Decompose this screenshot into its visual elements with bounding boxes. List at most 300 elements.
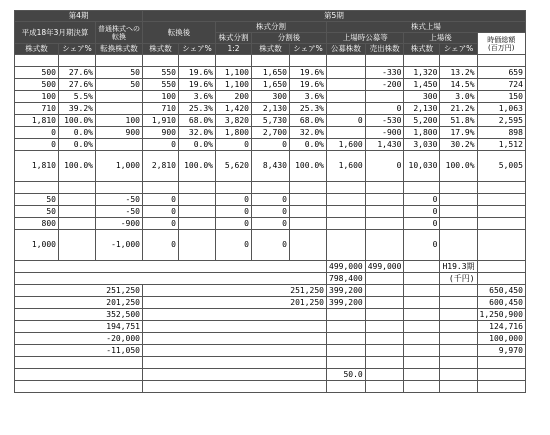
cell[interactable]: 5,005: [477, 151, 525, 182]
cell[interactable]: -900: [96, 218, 143, 230]
cell[interactable]: [15, 369, 143, 381]
cell[interactable]: [252, 182, 290, 194]
cell[interactable]: 1,000: [15, 230, 59, 261]
cell[interactable]: [96, 139, 143, 151]
cell[interactable]: [404, 182, 440, 194]
cell[interactable]: 51.8%: [440, 115, 477, 127]
cell[interactable]: 0: [252, 206, 290, 218]
cell[interactable]: 659: [477, 67, 525, 79]
cell[interactable]: 2,700: [252, 127, 290, 139]
cell[interactable]: [477, 357, 525, 369]
cell[interactable]: [365, 309, 404, 321]
cell[interactable]: 5,200: [404, 115, 440, 127]
cell[interactable]: [365, 218, 404, 230]
cell[interactable]: [365, 333, 404, 345]
cell[interactable]: [365, 194, 404, 206]
cell[interactable]: [143, 369, 327, 381]
cell[interactable]: [252, 55, 290, 67]
cell[interactable]: 0.0%: [290, 139, 327, 151]
cell[interactable]: 3.6%: [290, 91, 327, 103]
header-row: [15, 11, 526, 22]
cell[interactable]: [327, 67, 366, 79]
cell[interactable]: [143, 357, 327, 369]
cell[interactable]: 0.0%: [59, 127, 96, 139]
cell[interactable]: 1,100: [216, 79, 252, 91]
cell[interactable]: 399,200: [327, 297, 366, 309]
cell[interactable]: 100.0%: [440, 151, 477, 182]
cell[interactable]: [404, 321, 440, 333]
column-header[interactable]: 株式数: [404, 44, 440, 55]
cell[interactable]: [440, 357, 477, 369]
column-header[interactable]: 転換株式数: [96, 44, 143, 55]
column-header[interactable]: 株式数: [143, 44, 179, 55]
cell[interactable]: 1,810: [15, 115, 59, 127]
cell[interactable]: [59, 206, 96, 218]
header-row: [15, 44, 526, 55]
cell[interactable]: 27.6%: [59, 67, 96, 79]
cell[interactable]: [143, 321, 327, 333]
cell[interactable]: [440, 309, 477, 321]
cell[interactable]: [216, 182, 252, 194]
cell[interactable]: 25.3%: [179, 103, 216, 115]
after-conversion-header[interactable]: 転換後: [143, 22, 216, 44]
cell[interactable]: 1,800: [404, 127, 440, 139]
cell[interactable]: [440, 182, 477, 194]
cell[interactable]: 21.2%: [440, 103, 477, 115]
cell[interactable]: [143, 345, 327, 357]
cell[interactable]: [290, 182, 327, 194]
cell[interactable]: [404, 369, 440, 381]
cell[interactable]: 50: [96, 79, 143, 91]
cell[interactable]: [477, 230, 525, 261]
cell[interactable]: 1,650: [252, 67, 290, 79]
cell[interactable]: 2,595: [477, 115, 525, 127]
period4-header[interactable]: 第4期: [15, 11, 143, 22]
cell[interactable]: [440, 381, 477, 393]
cell[interactable]: 0: [143, 194, 179, 206]
cell[interactable]: -20,000: [15, 333, 143, 345]
cell[interactable]: 724: [477, 79, 525, 91]
cell[interactable]: 30.2%: [440, 139, 477, 151]
table-row: [15, 103, 526, 115]
cell[interactable]: -50: [96, 194, 143, 206]
cell[interactable]: [15, 357, 143, 369]
cell[interactable]: 27.6%: [59, 79, 96, 91]
cell[interactable]: [59, 182, 96, 194]
cell[interactable]: -1,000: [96, 230, 143, 261]
cell[interactable]: [216, 55, 252, 67]
cell[interactable]: [327, 321, 366, 333]
cell[interactable]: 5,620: [216, 151, 252, 182]
column-header[interactable]: シェア%: [290, 44, 327, 55]
table-row: [15, 67, 526, 79]
cell[interactable]: [477, 194, 525, 206]
cell[interactable]: 68.0%: [179, 115, 216, 127]
cell[interactable]: 0: [365, 151, 404, 182]
table-row: [15, 79, 526, 91]
cell[interactable]: [179, 230, 216, 261]
cell[interactable]: 1,650: [252, 79, 290, 91]
cell[interactable]: [365, 381, 404, 393]
cell[interactable]: [59, 55, 96, 67]
cell[interactable]: 251,250: [15, 285, 143, 297]
cell[interactable]: [179, 55, 216, 67]
cell[interactable]: 0: [252, 194, 290, 206]
cell[interactable]: 2,130: [404, 103, 440, 115]
column-header[interactable]: 公募株数: [327, 44, 366, 55]
table-row: [15, 127, 526, 139]
cell[interactable]: 100,000: [477, 333, 525, 345]
cell[interactable]: [365, 369, 404, 381]
cell[interactable]: [179, 182, 216, 194]
cell[interactable]: 19.6%: [290, 67, 327, 79]
cell[interactable]: 900: [96, 127, 143, 139]
cell[interactable]: 100.0%: [59, 115, 96, 127]
cell[interactable]: 550: [143, 79, 179, 91]
cell[interactable]: 0.0%: [59, 139, 96, 151]
cell[interactable]: [365, 297, 404, 309]
cell[interactable]: 100.0%: [179, 151, 216, 182]
cell[interactable]: [179, 206, 216, 218]
table-row: [15, 369, 526, 381]
cell[interactable]: [440, 55, 477, 67]
cell[interactable]: [365, 285, 404, 297]
cell[interactable]: 550: [143, 67, 179, 79]
cell[interactable]: 0: [404, 218, 440, 230]
column-header[interactable]: 売出株数: [365, 44, 404, 55]
table-row: [15, 297, 526, 309]
cell[interactable]: 0: [216, 139, 252, 151]
conversion-header[interactable]: 普通株式への 転換: [96, 22, 143, 44]
cell[interactable]: [404, 357, 440, 369]
cell[interactable]: [477, 218, 525, 230]
cell[interactable]: 1,450: [404, 79, 440, 91]
cell[interactable]: [143, 182, 179, 194]
cell[interactable]: -50: [96, 206, 143, 218]
cell[interactable]: 900: [143, 127, 179, 139]
cell[interactable]: [143, 333, 327, 345]
stock-split-header[interactable]: 株式分割: [216, 22, 327, 33]
cell[interactable]: -200: [365, 79, 404, 91]
cell[interactable]: 25.3%: [290, 103, 327, 115]
cell[interactable]: [59, 230, 96, 261]
fiscal-result-header[interactable]: 平成18年3月期決算: [15, 22, 96, 44]
cell[interactable]: [404, 333, 440, 345]
cell[interactable]: [477, 381, 525, 393]
cell[interactable]: [179, 218, 216, 230]
cell[interactable]: 710: [143, 103, 179, 115]
after-listing-header[interactable]: 上場後: [404, 33, 477, 44]
cell[interactable]: [365, 273, 404, 285]
cell[interactable]: 500: [15, 67, 59, 79]
cell[interactable]: 32.0%: [179, 127, 216, 139]
cell[interactable]: 1,600: [327, 151, 366, 182]
cell[interactable]: [404, 273, 440, 285]
cell[interactable]: [15, 273, 327, 285]
cell[interactable]: 3,030: [404, 139, 440, 151]
table-row: [15, 309, 526, 321]
column-header[interactable]: 株式数: [15, 44, 59, 55]
table-row: [15, 91, 526, 103]
cell[interactable]: 50: [96, 67, 143, 79]
cell[interactable]: 150: [477, 91, 525, 103]
cell[interactable]: 2,130: [252, 103, 290, 115]
cell[interactable]: [365, 357, 404, 369]
cell[interactable]: 13.2%: [440, 67, 477, 79]
cell[interactable]: [96, 55, 143, 67]
column-header[interactable]: シェア%: [440, 44, 477, 55]
cell[interactable]: 200: [216, 91, 252, 103]
cell[interactable]: 0: [216, 218, 252, 230]
cell[interactable]: [327, 218, 366, 230]
table-row: [15, 218, 526, 230]
cell[interactable]: 14.5%: [440, 79, 477, 91]
cell[interactable]: 1,320: [404, 67, 440, 79]
cell[interactable]: [365, 182, 404, 194]
cell[interactable]: [477, 206, 525, 218]
cell[interactable]: 1,910: [143, 115, 179, 127]
cell[interactable]: [327, 182, 366, 194]
cell[interactable]: 0: [216, 230, 252, 261]
cell[interactable]: [365, 91, 404, 103]
listing-offer-header[interactable]: 上場時公募等: [327, 33, 404, 44]
cell[interactable]: 1,512: [477, 139, 525, 151]
cell[interactable]: 0: [143, 206, 179, 218]
table-row: [15, 357, 526, 369]
cell[interactable]: 5.5%: [59, 91, 96, 103]
cell[interactable]: [477, 55, 525, 67]
cell[interactable]: 194,751: [15, 321, 143, 333]
cell[interactable]: 100: [96, 115, 143, 127]
cell[interactable]: [404, 381, 440, 393]
listing-header[interactable]: 株式上場: [327, 22, 526, 33]
market-cap-header[interactable]: 時価総額 (百万円): [477, 33, 525, 55]
cell[interactable]: [327, 79, 366, 91]
cell[interactable]: [59, 194, 96, 206]
cell[interactable]: 800: [15, 218, 59, 230]
cell[interactable]: [440, 345, 477, 357]
cell[interactable]: [15, 55, 59, 67]
cell[interactable]: 499,000: [327, 261, 366, 273]
table-row: [15, 206, 526, 218]
cell[interactable]: [327, 194, 366, 206]
cell[interactable]: [327, 230, 366, 261]
cell[interactable]: [290, 55, 327, 67]
cell[interactable]: 0: [143, 218, 179, 230]
cell[interactable]: 5,730: [252, 115, 290, 127]
cell[interactable]: [290, 206, 327, 218]
cell[interactable]: [404, 297, 440, 309]
cell[interactable]: 0: [143, 230, 179, 261]
cell[interactable]: 3.6%: [179, 91, 216, 103]
cell[interactable]: [440, 369, 477, 381]
cell[interactable]: 9,970: [477, 345, 525, 357]
cell[interactable]: [327, 309, 366, 321]
table-row: [15, 261, 526, 273]
cell[interactable]: 3,820: [216, 115, 252, 127]
cell[interactable]: 19.6%: [290, 79, 327, 91]
cell[interactable]: [96, 103, 143, 115]
cell[interactable]: [327, 357, 366, 369]
cell[interactable]: 201,250: [15, 297, 143, 309]
table-row: [15, 55, 526, 67]
cell[interactable]: 1,420: [216, 103, 252, 115]
cell[interactable]: 32.0%: [290, 127, 327, 139]
cell[interactable]: [59, 218, 96, 230]
cell[interactable]: 0: [252, 218, 290, 230]
cell[interactable]: [96, 182, 143, 194]
table-row: [15, 321, 526, 333]
table-row: [15, 345, 526, 357]
cell[interactable]: [327, 333, 366, 345]
cell[interactable]: [143, 381, 327, 393]
cell[interactable]: 399,200: [327, 285, 366, 297]
cell[interactable]: H19.3期: [440, 261, 477, 273]
column-header[interactable]: 1:2: [216, 44, 252, 55]
cell[interactable]: 499,000: [365, 261, 404, 273]
cell[interactable]: 0: [404, 230, 440, 261]
cell[interactable]: [327, 55, 366, 67]
cell[interactable]: (千円): [440, 273, 477, 285]
cell[interactable]: -900: [365, 127, 404, 139]
cell[interactable]: 898: [477, 127, 525, 139]
cell[interactable]: 1,810: [15, 151, 59, 182]
cell[interactable]: 19.6%: [179, 79, 216, 91]
cell[interactable]: [15, 261, 327, 273]
after-split-header[interactable]: 分割後: [252, 33, 327, 44]
cell[interactable]: 500: [15, 79, 59, 91]
cell[interactable]: 1,600: [327, 139, 366, 151]
cell[interactable]: 100: [143, 91, 179, 103]
cell[interactable]: [15, 182, 59, 194]
cell[interactable]: 1,063: [477, 103, 525, 115]
cell[interactable]: 710: [15, 103, 59, 115]
cell[interactable]: -11,050: [15, 345, 143, 357]
cell[interactable]: [96, 91, 143, 103]
cell[interactable]: 0: [365, 103, 404, 115]
cell[interactable]: [440, 194, 477, 206]
cell[interactable]: [477, 369, 525, 381]
cell[interactable]: 798,400: [327, 273, 366, 285]
cell[interactable]: 0: [15, 139, 59, 151]
cell[interactable]: 0: [252, 139, 290, 151]
cell[interactable]: 1,430: [365, 139, 404, 151]
cell[interactable]: 50.0: [327, 369, 366, 381]
cell[interactable]: 0: [327, 115, 366, 127]
cell[interactable]: 39.2%: [59, 103, 96, 115]
column-header[interactable]: シェア%: [179, 44, 216, 55]
cell[interactable]: 600,450: [477, 297, 525, 309]
cell[interactable]: [365, 230, 404, 261]
cell[interactable]: [440, 333, 477, 345]
cell[interactable]: 8,430: [252, 151, 290, 182]
cell[interactable]: [327, 206, 366, 218]
cell[interactable]: [440, 297, 477, 309]
cell[interactable]: -530: [365, 115, 404, 127]
cell[interactable]: [143, 55, 179, 67]
cell[interactable]: 1,800: [216, 127, 252, 139]
cell[interactable]: [15, 381, 143, 393]
cell[interactable]: 300: [404, 91, 440, 103]
cell[interactable]: 0: [404, 206, 440, 218]
cell[interactable]: [404, 285, 440, 297]
cell[interactable]: [327, 345, 366, 357]
cell[interactable]: 1,100: [216, 67, 252, 79]
cell[interactable]: [404, 345, 440, 357]
cell[interactable]: [327, 103, 366, 115]
cell[interactable]: [179, 194, 216, 206]
cell[interactable]: 0: [404, 194, 440, 206]
cell[interactable]: 251,250: [143, 285, 327, 297]
cell[interactable]: 19.6%: [179, 67, 216, 79]
cell[interactable]: [365, 321, 404, 333]
cell[interactable]: 1,000: [96, 151, 143, 182]
cell[interactable]: 0: [216, 194, 252, 206]
cell[interactable]: 201,250: [143, 297, 327, 309]
cell[interactable]: [477, 182, 525, 194]
cell[interactable]: [404, 309, 440, 321]
cell[interactable]: 124,716: [477, 321, 525, 333]
cell[interactable]: [290, 218, 327, 230]
cell[interactable]: 352,500: [15, 309, 143, 321]
period5-header[interactable]: 第5期: [143, 11, 526, 22]
cell[interactable]: 50: [15, 194, 59, 206]
cell[interactable]: 0.0%: [179, 139, 216, 151]
cell[interactable]: 50: [15, 206, 59, 218]
cell[interactable]: [290, 194, 327, 206]
cell[interactable]: [327, 381, 366, 393]
cell[interactable]: 2,810: [143, 151, 179, 182]
cell[interactable]: [143, 309, 327, 321]
cell[interactable]: 300: [252, 91, 290, 103]
cell[interactable]: [440, 285, 477, 297]
cell[interactable]: 3.0%: [440, 91, 477, 103]
cell[interactable]: 1,250,900: [477, 309, 525, 321]
cell[interactable]: 68.0%: [290, 115, 327, 127]
cell[interactable]: 10,030: [404, 151, 440, 182]
cell[interactable]: 0: [216, 206, 252, 218]
cell[interactable]: [365, 55, 404, 67]
cell[interactable]: [440, 206, 477, 218]
split-ratio-label[interactable]: 株式分割: [216, 33, 252, 44]
column-header[interactable]: シェア%: [59, 44, 96, 55]
cell[interactable]: 100: [15, 91, 59, 103]
cell[interactable]: -330: [365, 67, 404, 79]
table-row: [15, 333, 526, 345]
cell[interactable]: [440, 218, 477, 230]
cell[interactable]: [477, 273, 525, 285]
cell[interactable]: 0: [252, 230, 290, 261]
table-row: [15, 115, 526, 127]
cell[interactable]: [440, 321, 477, 333]
cell[interactable]: [290, 230, 327, 261]
cell[interactable]: [327, 91, 366, 103]
cell[interactable]: 0: [15, 127, 59, 139]
cell[interactable]: 100.0%: [59, 151, 96, 182]
cell[interactable]: [404, 261, 440, 273]
cell[interactable]: [477, 261, 525, 273]
cell[interactable]: [365, 345, 404, 357]
cell[interactable]: [404, 55, 440, 67]
column-header[interactable]: 株式数: [252, 44, 290, 55]
cell[interactable]: [440, 230, 477, 261]
cell[interactable]: [327, 127, 366, 139]
cell[interactable]: [365, 206, 404, 218]
cell[interactable]: 0: [143, 139, 179, 151]
cell[interactable]: 17.9%: [440, 127, 477, 139]
cell[interactable]: 650,450: [477, 285, 525, 297]
cell[interactable]: 100.0%: [290, 151, 327, 182]
